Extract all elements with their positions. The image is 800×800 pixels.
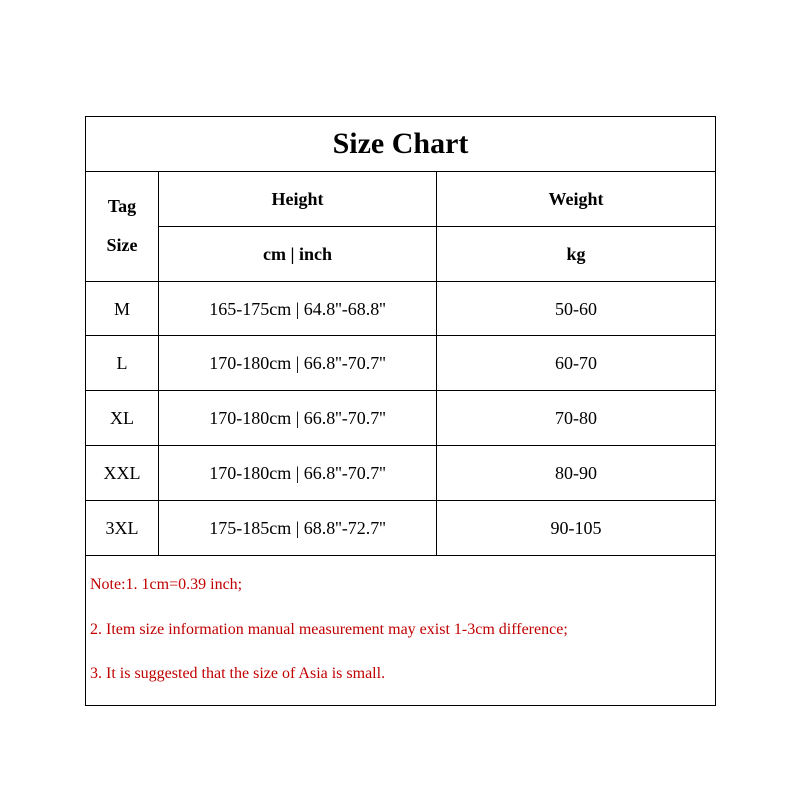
weight-unit-header: kg [566, 243, 586, 264]
column-divider-1 [158, 172, 159, 555]
row-divider-1 [86, 335, 715, 336]
height-cell-m: 165-175cm | 64.8''-68.8'' [209, 298, 386, 319]
height-cell-xxl: 170-180cm | 66.8''-70.7'' [209, 462, 386, 483]
size-cell-m: M [113, 298, 130, 319]
height-cell-3xl: 175-185cm | 68.8''-72.7'' [209, 517, 386, 538]
size-chart-table [85, 116, 716, 706]
row-divider-4 [86, 500, 715, 501]
weight-cell-xl: 70-80 [555, 407, 597, 428]
height-unit-header: cm | inch [263, 243, 332, 264]
row-divider-0 [86, 281, 715, 282]
tag-size-header [86, 172, 158, 280]
weight-cell-l: 60-70 [555, 352, 597, 373]
size-cell-xxl: XXL [103, 462, 141, 483]
row-divider-3 [86, 445, 715, 446]
row-divider-header [158, 226, 715, 227]
weight-cell-3xl: 90-105 [550, 517, 602, 538]
tag-size-header-line1: Tag [107, 196, 137, 216]
weight-header: Weight [548, 188, 604, 209]
size-cell-xl: XL [110, 407, 134, 428]
row-divider-2 [86, 390, 715, 391]
weight-cell-m: 50-60 [555, 298, 597, 319]
note-2: 2. Item size information manual measurement may exist 1-3cm difference; [90, 621, 568, 638]
height-cell-l: 170-180cm | 66.8''-70.7'' [209, 352, 386, 373]
tag-size-header-line2: Size [106, 235, 138, 255]
note-1: Note:1. 1cm=0.39 inch; [90, 576, 243, 593]
size-cell-l: L [116, 352, 128, 373]
height-cell-xl: 170-180cm | 66.8''-70.7'' [209, 407, 386, 428]
height-header: Height [271, 188, 324, 209]
note-3: 3. It is suggested that the size of Asia is small. [90, 665, 386, 682]
column-divider-2 [436, 172, 437, 555]
chart-title: Size Chart [86, 117, 715, 172]
weight-cell-xxl: 80-90 [555, 462, 597, 483]
size-cell-3xl: 3XL [105, 517, 139, 538]
row-divider-5 [86, 555, 715, 556]
